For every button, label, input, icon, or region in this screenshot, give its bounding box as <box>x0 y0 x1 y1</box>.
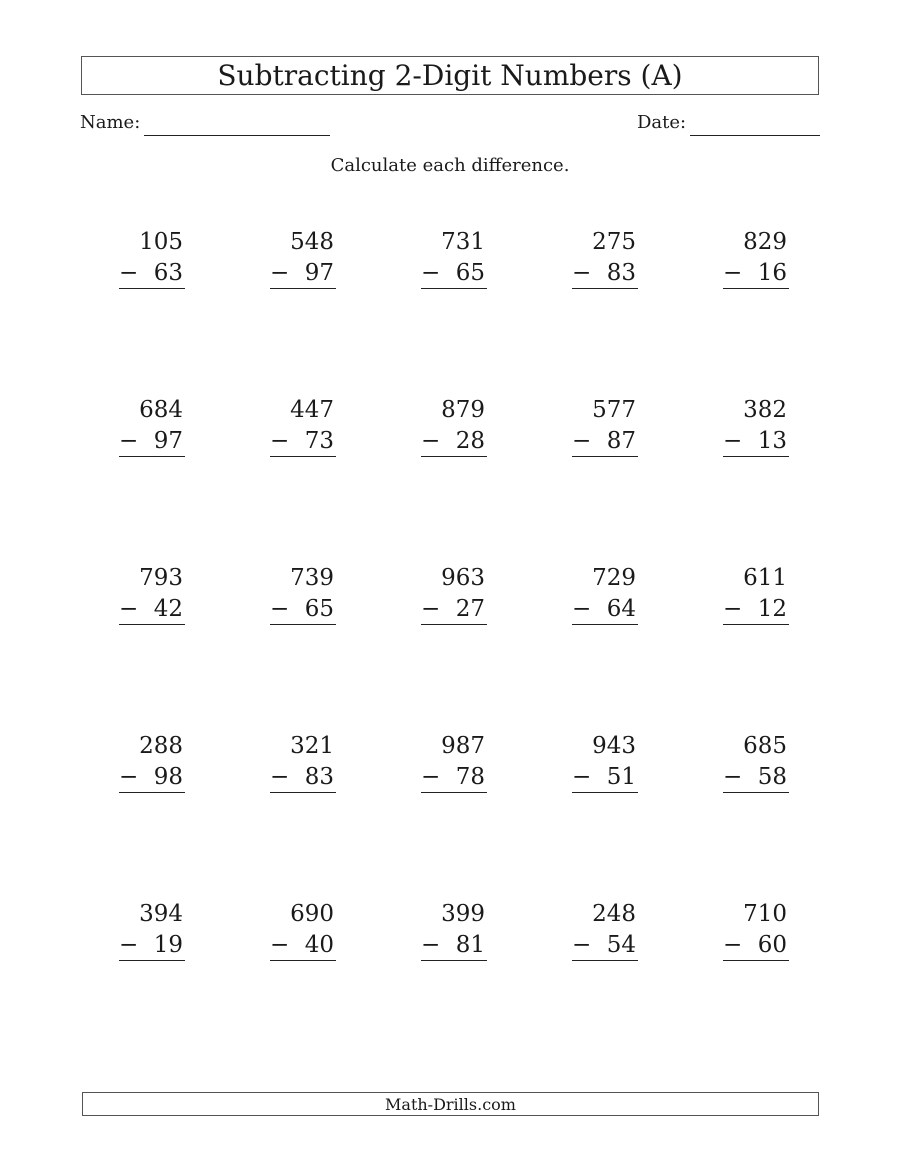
subtraction-problem <box>723 229 789 289</box>
minuend: 943 <box>592 733 636 759</box>
minuend: 879 <box>441 397 485 423</box>
subtrahend-row <box>723 596 789 625</box>
subtraction-problem <box>421 901 487 961</box>
minus-sign: − <box>119 596 139 622</box>
subtrahend-row <box>723 428 789 457</box>
worksheet-title: Subtracting 2-Digit Numbers (A) <box>81 56 819 95</box>
minuend: 690 <box>290 901 334 927</box>
minuend: 963 <box>441 565 485 591</box>
subtrahend-row <box>270 932 336 961</box>
subtrahend-row <box>723 932 789 961</box>
subtrahend: 54 <box>606 932 636 958</box>
minuend: 987 <box>441 733 485 759</box>
subtraction-problem <box>723 397 789 457</box>
subtrahend-row <box>723 764 789 793</box>
minus-sign: − <box>421 260 441 286</box>
subtraction-problem <box>572 565 638 625</box>
subtrahend-row <box>572 428 638 457</box>
subtrahend: 28 <box>455 428 485 454</box>
minuend: 548 <box>290 229 334 255</box>
minus-sign: − <box>119 428 139 454</box>
subtrahend: 83 <box>304 764 334 790</box>
subtraction-problem <box>421 229 487 289</box>
minus-sign: − <box>270 596 290 622</box>
minuend: 275 <box>592 229 636 255</box>
subtraction-problem <box>270 733 336 793</box>
minus-sign: − <box>119 260 139 286</box>
minuend: 611 <box>743 565 787 591</box>
subtrahend-row <box>723 260 789 289</box>
minuend: 739 <box>290 565 334 591</box>
minuend: 382 <box>743 397 787 423</box>
minus-sign: − <box>723 596 743 622</box>
subtrahend-row <box>421 932 487 961</box>
subtraction-problem <box>572 229 638 289</box>
subtrahend: 60 <box>757 932 787 958</box>
subtrahend: 40 <box>304 932 334 958</box>
minus-sign: − <box>421 596 441 622</box>
minuend: 248 <box>592 901 636 927</box>
subtraction-problem <box>723 565 789 625</box>
subtrahend: 98 <box>153 764 183 790</box>
subtrahend: 87 <box>606 428 636 454</box>
minuend: 399 <box>441 901 485 927</box>
minuend: 577 <box>592 397 636 423</box>
subtrahend-row <box>270 764 336 793</box>
subtrahend-row <box>119 764 185 793</box>
minuend: 105 <box>139 229 183 255</box>
subtraction-problem <box>421 397 487 457</box>
minus-sign: − <box>572 260 592 286</box>
subtrahend: 81 <box>455 932 485 958</box>
subtraction-problem <box>421 565 487 625</box>
subtrahend-row <box>119 260 185 289</box>
minuend: 288 <box>139 733 183 759</box>
subtrahend-row <box>270 260 336 289</box>
subtrahend-row <box>270 596 336 625</box>
subtrahend-row <box>119 428 185 457</box>
minus-sign: − <box>572 428 592 454</box>
minus-sign: − <box>723 428 743 454</box>
minuend: 731 <box>441 229 485 255</box>
subtraction-problem <box>270 397 336 457</box>
subtraction-problem <box>572 733 638 793</box>
subtrahend-row <box>572 260 638 289</box>
subtraction-problem <box>270 565 336 625</box>
subtraction-problem <box>119 397 185 457</box>
subtraction-problem <box>421 733 487 793</box>
minuend: 321 <box>290 733 334 759</box>
minus-sign: − <box>421 932 441 958</box>
subtraction-problem <box>119 229 185 289</box>
minuend: 685 <box>743 733 787 759</box>
subtrahend-row <box>421 428 487 457</box>
subtrahend-row <box>270 428 336 457</box>
minus-sign: − <box>572 932 592 958</box>
subtraction-problem <box>270 901 336 961</box>
subtrahend-row <box>572 596 638 625</box>
minus-sign: − <box>723 764 743 790</box>
subtraction-problem <box>723 901 789 961</box>
subtrahend: 19 <box>153 932 183 958</box>
minuend: 793 <box>139 565 183 591</box>
subtrahend: 16 <box>757 260 787 286</box>
subtraction-problem <box>572 901 638 961</box>
minuend: 710 <box>743 901 787 927</box>
subtrahend: 97 <box>304 260 334 286</box>
subtrahend: 78 <box>455 764 485 790</box>
subtrahend: 83 <box>606 260 636 286</box>
minuend: 394 <box>139 901 183 927</box>
subtrahend-row <box>421 764 487 793</box>
subtrahend: 13 <box>757 428 787 454</box>
subtraction-problem <box>119 565 185 625</box>
minus-sign: − <box>270 428 290 454</box>
minuend: 729 <box>592 565 636 591</box>
subtraction-problem <box>572 397 638 457</box>
subtrahend-row <box>572 932 638 961</box>
name-label: Name: <box>80 112 141 133</box>
subtrahend: 51 <box>606 764 636 790</box>
subtrahend: 12 <box>757 596 787 622</box>
minus-sign: − <box>421 764 441 790</box>
date-label: Date: <box>637 112 687 133</box>
minus-sign: − <box>723 932 743 958</box>
minus-sign: − <box>270 932 290 958</box>
footer-site-name: Math-Drills.com <box>82 1092 819 1116</box>
minuend: 829 <box>743 229 787 255</box>
subtrahend-row <box>421 260 487 289</box>
minus-sign: − <box>421 428 441 454</box>
minus-sign: − <box>270 764 290 790</box>
subtraction-problem <box>119 733 185 793</box>
subtrahend-row <box>421 596 487 625</box>
minus-sign: − <box>572 596 592 622</box>
subtrahend-row <box>119 596 185 625</box>
subtrahend: 42 <box>153 596 183 622</box>
subtrahend: 65 <box>304 596 334 622</box>
subtrahend: 97 <box>153 428 183 454</box>
subtrahend: 58 <box>757 764 787 790</box>
instructions: Calculate each difference. <box>330 155 570 176</box>
subtrahend: 64 <box>606 596 636 622</box>
minuend: 684 <box>139 397 183 423</box>
subtrahend-row <box>119 932 185 961</box>
subtraction-problem <box>119 901 185 961</box>
subtrahend: 27 <box>455 596 485 622</box>
subtraction-problem <box>270 229 336 289</box>
subtrahend: 65 <box>455 260 485 286</box>
minus-sign: − <box>270 260 290 286</box>
subtrahend: 63 <box>153 260 183 286</box>
minus-sign: − <box>723 260 743 286</box>
minus-sign: − <box>119 764 139 790</box>
minus-sign: − <box>119 932 139 958</box>
subtrahend-row <box>572 764 638 793</box>
minus-sign: − <box>572 764 592 790</box>
subtrahend: 73 <box>304 428 334 454</box>
subtraction-problem <box>723 733 789 793</box>
minuend: 447 <box>290 397 334 423</box>
